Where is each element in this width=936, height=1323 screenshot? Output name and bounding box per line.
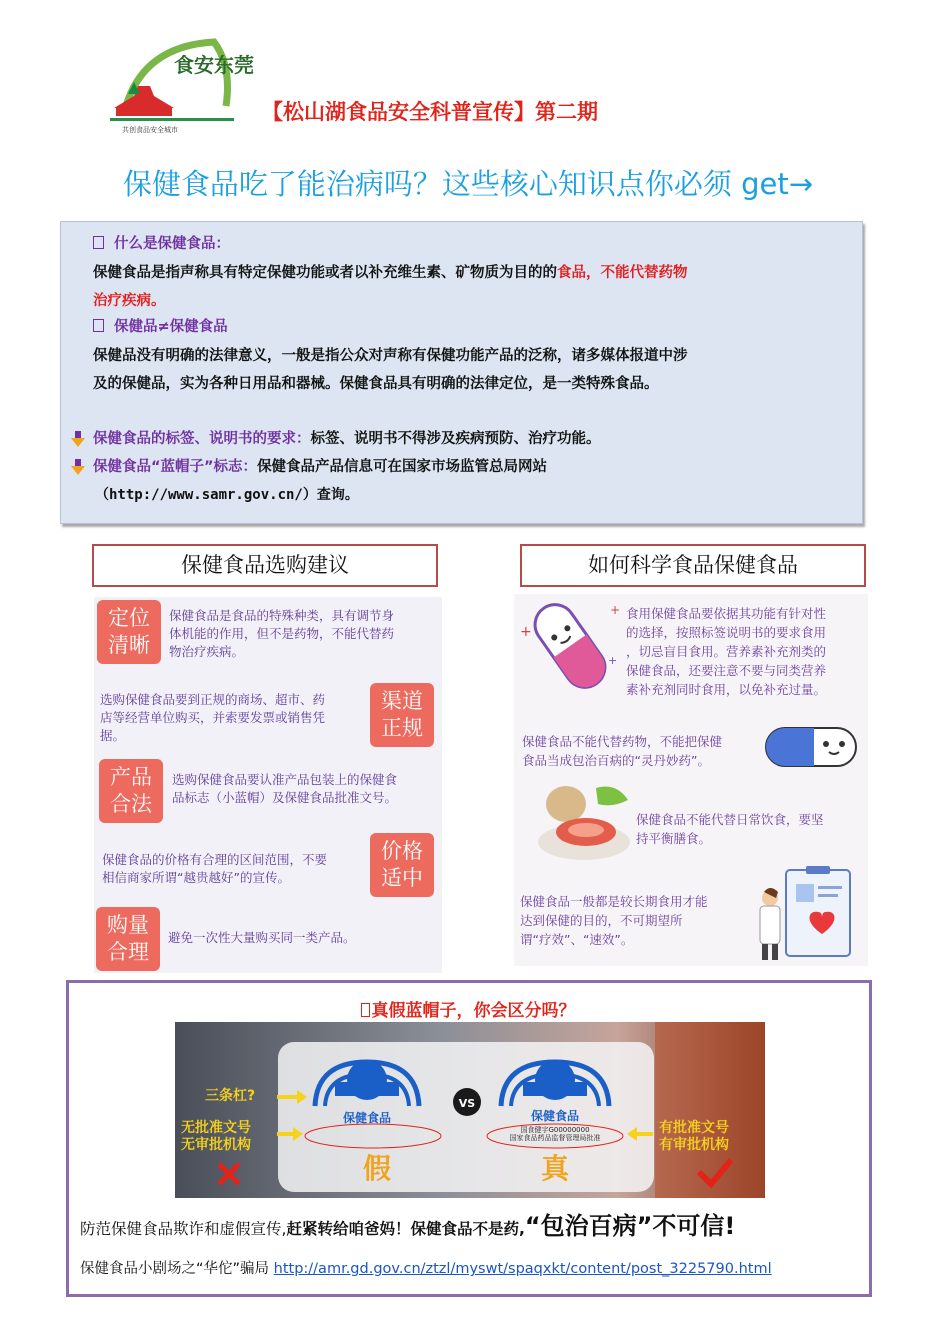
advice-line: 体机能的作用，但不是药物，不能代替药 xyxy=(169,626,395,641)
usage-text-2 xyxy=(522,732,722,770)
q2-line1: 保健品没有明确的法律意义，一般是指公众对声称有保健功能产品的泛称，诸多媒体报道中涉 xyxy=(93,348,688,364)
usage-line: 谓“疗效”、“速效”。 xyxy=(520,932,634,947)
real-logo-label: 保健食品 xyxy=(530,1109,580,1123)
q2-line2: 及的保健品，实为各种日用品和器械。保健食品具有明确的法律定位，是一类特殊食品。 xyxy=(93,376,659,392)
three-bars-label: 三条杠? xyxy=(205,1088,256,1104)
usage-line: 食品当成包治百病的“灵丹妙药”。 xyxy=(522,753,710,768)
tag-legal xyxy=(99,759,163,823)
svg-text:+: + xyxy=(610,603,621,617)
usage-line: 保健食品不能代替日常饮食，要坚 xyxy=(636,812,824,827)
b2-label: 保健食品“蓝帽子”标志： xyxy=(93,459,258,475)
tag-line: 定位 xyxy=(108,606,150,630)
logo-slogan: 共创食品安全城市 xyxy=(122,126,178,134)
approval-number: 国食健字G00000000 xyxy=(520,1126,590,1134)
approval-org: 国家食品药品监督管理局批准 xyxy=(509,1134,601,1142)
drama-line xyxy=(80,1257,772,1278)
warning-bold: 赶紧转给咱爸妈！保健食品不是药, xyxy=(286,1220,525,1238)
usage-line: 的选择，按照标签说明书的要求食用 xyxy=(626,625,827,640)
tag-price xyxy=(370,833,434,897)
advice-line: 物治疗疾病。 xyxy=(169,644,245,659)
tag-quantity xyxy=(96,907,160,971)
advice-text xyxy=(169,607,394,661)
samr-url: （http://www.samr.gov.cn/）查询。 xyxy=(95,487,359,503)
checkbox-square-icon xyxy=(93,319,104,332)
usage-advice-card xyxy=(514,594,868,966)
usage-line: ，切忌盲目食用。营养素补充剂类的 xyxy=(626,644,827,659)
page-title: 保健食品吃了能治病吗？这些核心知识点你必须 get→ xyxy=(122,167,814,201)
q1-line1-emphasis: 食品，不能代替药物 xyxy=(557,265,688,281)
usage-text-1 xyxy=(626,604,826,699)
bluehat-comparison-image xyxy=(175,1022,765,1198)
doctor-chart-icon xyxy=(756,864,860,964)
b1-label: 保健食品的标签、说明书的要求： xyxy=(93,431,311,447)
advice-line: 选购保健食品要到正规的商场、超市、药 xyxy=(100,692,326,707)
issue-title: 【松山湖食品安全科普宣传】第二期 xyxy=(262,99,598,124)
tag-line: 合理 xyxy=(107,940,149,964)
tag-positioning xyxy=(97,600,161,664)
usage-line: 持平衡膳食。 xyxy=(636,831,712,846)
warning-line xyxy=(80,1208,735,1247)
tag-channel xyxy=(370,683,434,747)
no-approval-label-2: 无审批机构 xyxy=(181,1137,251,1153)
tag-line: 价格 xyxy=(381,839,423,863)
vs-label: VS xyxy=(458,1097,476,1110)
capsule-character-icon xyxy=(516,594,624,698)
advice-line: 保健食品是食品的特殊种类，具有调节身 xyxy=(169,608,395,623)
food-plate-icon xyxy=(536,782,636,866)
advice-text: 避免一次性大量购买同一类产品。 xyxy=(168,930,356,945)
tag-line: 清晰 xyxy=(108,633,150,657)
no-approval-label-1: 无批准文号 xyxy=(181,1120,251,1136)
tag-line: 合法 xyxy=(110,792,152,816)
advice-line: 品标志（小蓝帽）及保健食品批准文号。 xyxy=(172,790,398,805)
svg-text:+: + xyxy=(608,654,618,667)
usage-advice-heading: 如何科学食品保健食品 xyxy=(520,544,866,587)
checkbox-square-icon xyxy=(93,236,104,249)
tag-line: 适中 xyxy=(381,866,423,890)
logo-text: 食安东莞 xyxy=(174,53,254,77)
checkbox-square-icon xyxy=(361,1003,370,1017)
usage-line: 保健食品，还要注意不要与同类营养 xyxy=(626,663,827,678)
tag-line: 正规 xyxy=(381,716,423,740)
purchase-advice-card xyxy=(94,597,442,973)
usage-line: 食用保健食品要依据其功能有针对性 xyxy=(626,606,827,621)
down-arrow-icon xyxy=(71,431,85,447)
fake-logo-label: 保健食品 xyxy=(342,1111,392,1125)
q2-title: 保健品≠保健食品 xyxy=(114,319,228,335)
bluehat-heading-text: 真假蓝帽子，你会区分吗？ xyxy=(371,1001,576,1021)
food-safety-logo xyxy=(104,36,254,136)
knowledge-panel xyxy=(60,221,863,524)
b1-text: 标签、说明书不得涉及疾病预防、治疗功能。 xyxy=(310,431,601,447)
advice-text xyxy=(102,851,327,887)
advice-line: 据。 xyxy=(100,728,126,743)
purchase-advice-heading: 保健食品选购建议 xyxy=(92,544,438,587)
tag-line: 购量 xyxy=(107,913,149,937)
svg-text:+: + xyxy=(520,624,532,640)
q1-line1 xyxy=(93,263,688,283)
q1-line2: 治疗疾病。 xyxy=(93,293,166,309)
advice-text xyxy=(172,771,397,807)
q1-title: 什么是保健食品： xyxy=(114,236,230,252)
advice-line: 选购保健食品要认准产品包装上的保健食 xyxy=(172,772,398,787)
warning-plain: 防范保健食品欺诈和虚假宣传, xyxy=(80,1220,287,1238)
usage-text-3 xyxy=(636,810,824,848)
usage-line: 素补充剂同时食用，以免补充过量。 xyxy=(626,682,827,697)
fake-label: 假 xyxy=(362,1152,392,1185)
has-approval-label-1: 有批准文号 xyxy=(659,1120,729,1136)
tag-line: 渠道 xyxy=(381,689,423,713)
q1-line1-text: 保健食品是指声称具有特定保健功能或者以补充维生素、矿物质为目的的 xyxy=(93,265,557,281)
usage-line: 保健食品不能代替药物，不能把保健 xyxy=(522,734,723,749)
advice-line: 店等经营单位购买，并索要发票或销售凭 xyxy=(100,710,326,725)
b2-text: 保健食品产品信息可在国家市场监管总局网站 xyxy=(257,459,548,475)
advice-line: 相信商家所谓“越贵越好”的宣传。 xyxy=(102,870,290,885)
usage-text-4 xyxy=(520,892,708,949)
drama-label: 保健食品小剧场之“华佗”骗局 xyxy=(80,1261,274,1277)
pill-character-icon xyxy=(764,724,860,770)
down-arrow-icon xyxy=(71,459,85,475)
bullet-bluehat-label xyxy=(93,457,547,477)
advice-text xyxy=(100,691,325,745)
tag-line: 产品 xyxy=(110,765,152,789)
bullet-label-requirement xyxy=(93,429,601,449)
usage-line: 达到保健的目的，不可期望所 xyxy=(520,913,683,928)
warning-big: “包治百病”不可信! xyxy=(524,1212,736,1240)
q2-heading xyxy=(93,317,228,337)
bluehat-heading xyxy=(0,996,936,1021)
has-approval-label-2: 有审批机构 xyxy=(659,1137,729,1153)
usage-line: 保健食品一般都是较长期食用才能 xyxy=(520,894,708,909)
q1-heading xyxy=(93,234,230,254)
advice-line: 保健食品的价格有合理的区间范围，不要 xyxy=(102,852,328,867)
real-label: 真 xyxy=(540,1152,570,1185)
drama-link[interactable]: http://amr.gd.gov.cn/ztzl/myswt/spaqxkt/content/post_3225790.html xyxy=(273,1261,772,1277)
